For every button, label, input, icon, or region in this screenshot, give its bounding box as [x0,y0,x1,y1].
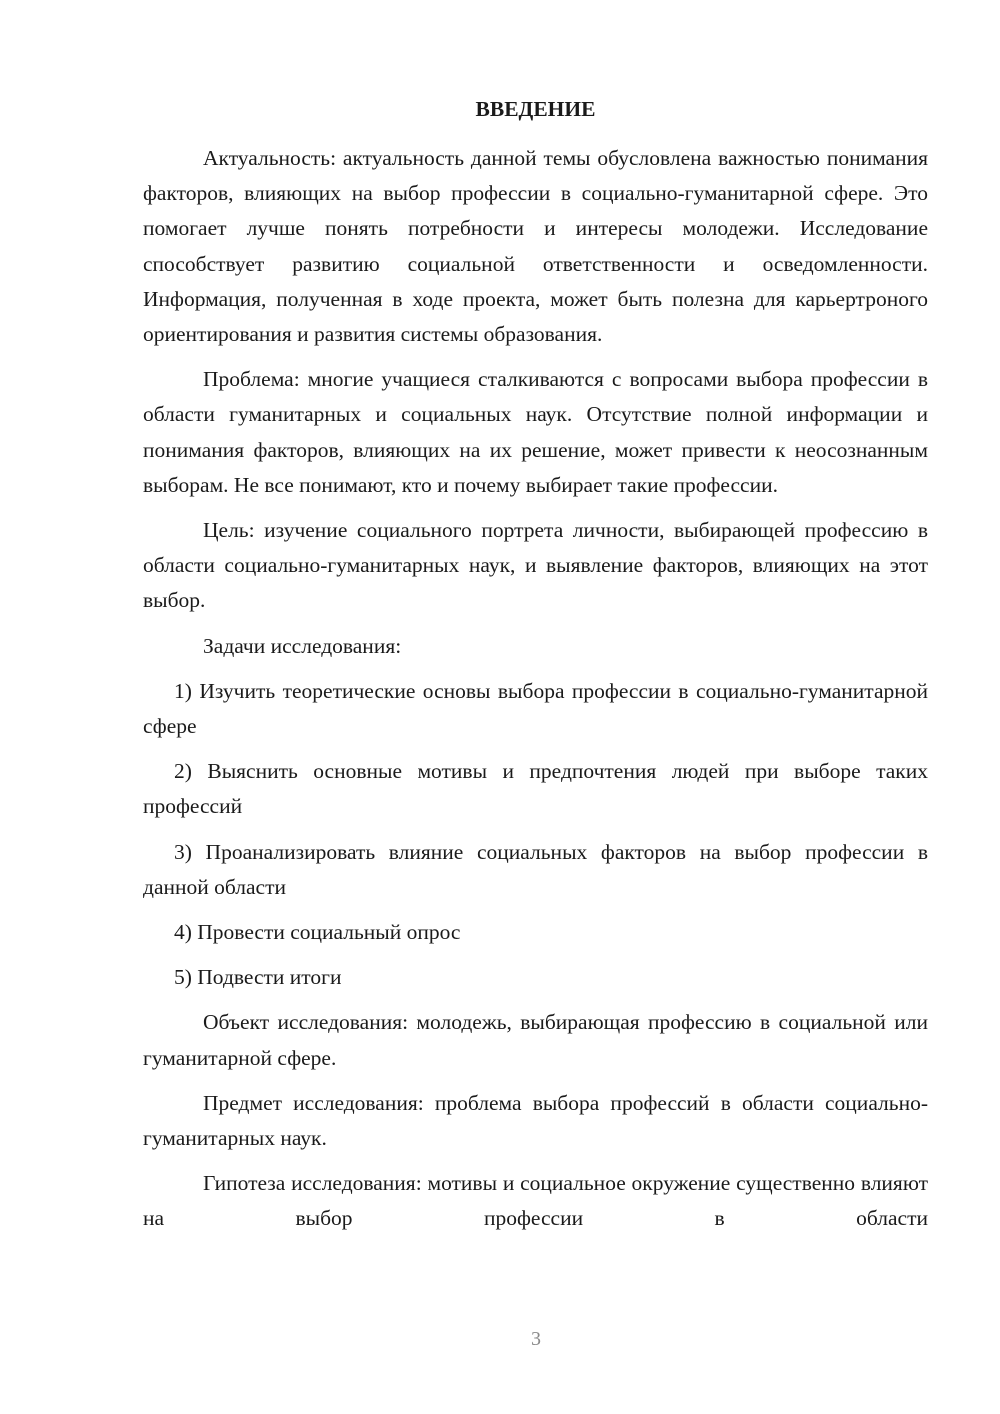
object-paragraph: Объект исследования: молодежь, выбирающая профессию в социальной или гуманитарной сфере. [143,1010,928,1070]
tasks-heading: Задачи исследования: [203,633,402,658]
subject-paragraph: Предмет исследования: проблема выбора профессий в области социально-гуманитарных наук. [143,1090,928,1151]
task-item-4: 4) Провести социальный опрос [174,920,461,945]
task-item-2: 2) Выяснить основные мотивы и предпочтения людей при выборе таких профессий [143,759,928,819]
page-number: 3 [531,1328,541,1350]
goal-paragraph: Цель: изучение социального портрета личности, выбирающей профессию в области социально-гуманитарных наук, и выявление факторов, влияющих на этот выбор. [143,518,928,613]
task-item-3: 3) Проанализировать влияние социальных факторов на выбор профессии в данной области [143,839,928,899]
problem-paragraph: Проблема: многие учащиеся сталкиваются с вопросами выбора профессии в области гуманитарных и социальных наук. Отсутствие полной информации и понимания факторов, влияющих на их решение, может привести к неосознанным выборам. Не все понимают, кто и почему выбирает такие профессии. [143,367,928,497]
document-page [143,92,928,1237]
hypothesis-paragraph: Гипотеза исследования: мотивы и социальное окружение существенно влияют на выбор профессии в области [143,1171,928,1231]
task-item-1: 1) Изучить теоретические основы выбора профессии в социально-гуманитарной сфере [143,678,928,739]
page-title: ВВЕДЕНИЕ [475,97,596,121]
relevance-paragraph: Актуальность: актуальность данной темы обусловлена важностью понимания факторов, влияющих на выбор профессии в социально-гуманитарной сфере. Это помогает лучше понять потребности и интересы молодежи. Исследование способствует развитию социальной ответственности и осведомленности. Информация, полученная в ходе проекта, может быть полезна для карьертроного ориентирования и развития системы образования. [143,146,928,347]
task-item-5: 5) Подвести итоги [174,965,342,990]
